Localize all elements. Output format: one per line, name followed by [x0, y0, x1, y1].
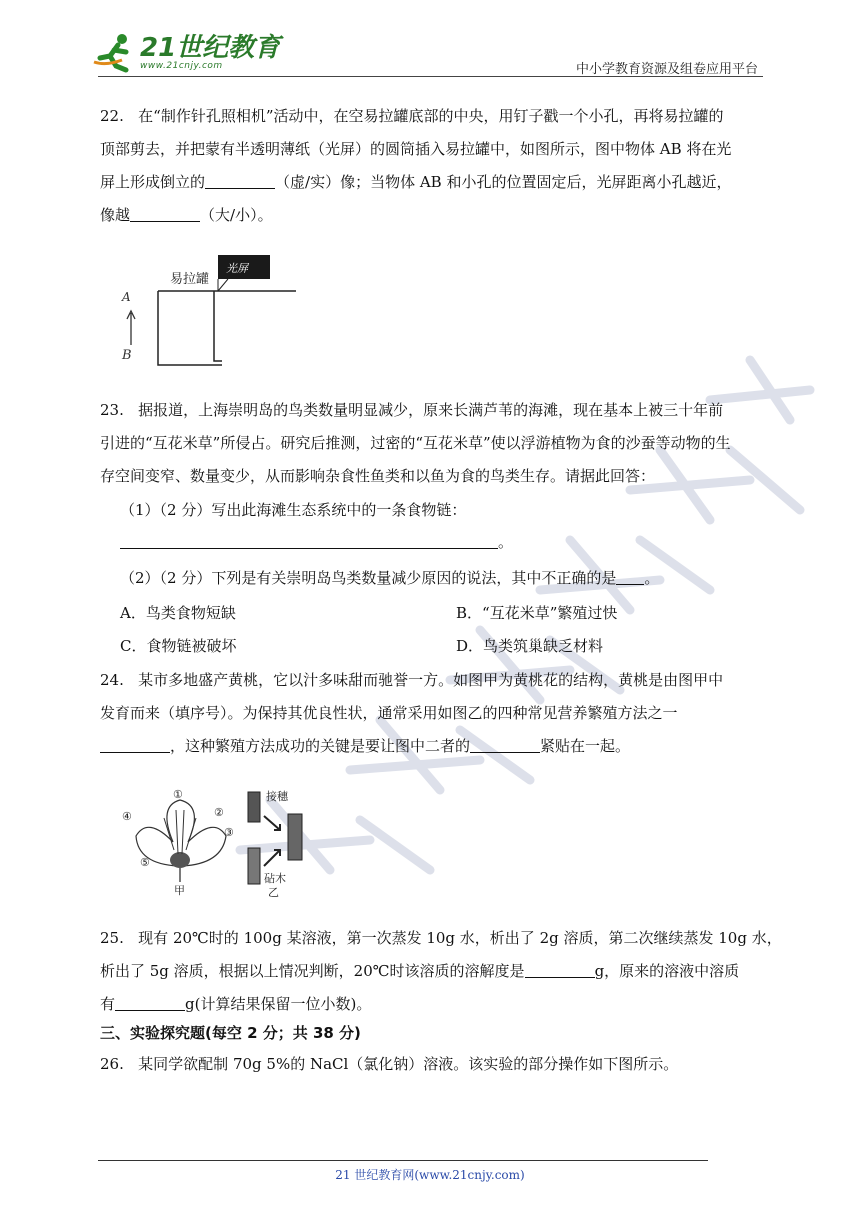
- q23-sub2: [120, 562, 785, 595]
- q22-text-line2: 顶部剪去，并把蒙有半透明薄纸（光屏）的圆筒插入易拉罐中，如图所示，图中物体 AB 将在光: [100, 140, 732, 158]
- q22-number: 22.: [100, 107, 124, 125]
- q24-text-line1: 某市多地盛产黄桃，它以汁多味甜而驰誉一方。如图甲为黄桃花的结构，黄桃是由图甲中: [138, 671, 724, 689]
- grafting-figure: [236, 786, 326, 898]
- q23-sub2-end: 。: [644, 569, 660, 587]
- q22-line1: [100, 100, 765, 133]
- header-platform-text: 中小学教育资源及组卷应用平台: [575, 62, 758, 77]
- q22-blank-1[interactable]: [205, 172, 275, 189]
- q24-blank-1[interactable]: [100, 736, 170, 753]
- fig-label-4: ④: [122, 810, 132, 823]
- q23-number: 23.: [100, 401, 124, 419]
- fig-a-label: A: [122, 290, 131, 304]
- q24-blank-2[interactable]: [470, 736, 540, 753]
- q23-option-d[interactable]: D．鸟类筑巢缺乏材料: [456, 637, 604, 655]
- fig-label-3: ③: [224, 826, 234, 839]
- q26-text-line1: 某同学欲配制 70g 5%的 NaCl（氯化钠）溶液。该实验的部分操作如下图所示。: [138, 1055, 679, 1073]
- q22-text-line3b: （虚/实）像；当物体 AB 和小孔的位置固定后，光屏距离小孔越近，: [275, 173, 732, 191]
- q25-line2: [100, 955, 765, 988]
- q23-blank-2[interactable]: [616, 568, 644, 585]
- q25-line3: [100, 988, 765, 1021]
- q25-text-line3a: 有: [100, 995, 116, 1013]
- fig-stock-label: 砧木: [264, 872, 286, 885]
- q22-text-line4b: （大/小）。: [200, 206, 273, 224]
- footer-divider: [98, 1160, 708, 1161]
- q25-blank-2[interactable]: [115, 994, 185, 1011]
- q26-number: 26.: [100, 1055, 124, 1073]
- q22-text-line3a: 屏上形成倒立的: [100, 173, 206, 191]
- logo-url: www.21cnjy.com: [140, 61, 223, 71]
- footer-text: 21 世纪教育网(www.21cnjy.com): [335, 1168, 525, 1182]
- fig-b-label: B: [122, 348, 132, 363]
- q22-text-line1: 在“制作针孔照相机”活动中，在空易拉罐底部的中央，用钉子戳一个小孔，再将易拉罐的: [138, 107, 724, 125]
- fig-label-1: ①: [173, 788, 183, 801]
- q22-text-line4a: 像越: [100, 206, 131, 224]
- q23-option-a[interactable]: A．鸟类食物短缺: [120, 604, 236, 622]
- q23-sub1-answer: [120, 526, 785, 559]
- q22-blank-2[interactable]: [130, 205, 200, 222]
- q24-line1: [100, 664, 765, 697]
- peach-flower-figure: [118, 786, 248, 898]
- fig-label-jia: 甲: [174, 884, 185, 897]
- q25-number: 25.: [100, 929, 124, 947]
- q23-sub1: （1）（2 分）写出此海滩生态系统中的一条食物链：: [120, 501, 467, 519]
- fig-screen-label: 光屏: [226, 262, 248, 275]
- q25-text-line3b: g(计算结果保留一位小数)。: [185, 995, 372, 1013]
- q24-text-line2: 发育而来（填序号）。为保持其优良性状，通常采用如图乙的四种常见营养繁殖方法之一: [100, 704, 678, 722]
- q23-line1: [100, 394, 765, 427]
- q25-text-line1: 现有 20℃时的 100g 某溶液，第一次蒸发 10g 水，析出了 2g 溶质，第二次继续蒸发 10g 水，: [138, 929, 782, 947]
- q26-line1: [100, 1048, 765, 1081]
- q24-number: 24.: [100, 671, 124, 689]
- fig-scion-label: 接穗: [266, 790, 288, 803]
- q23-text-line3: 存空间变窄、数量变少，从而影响杂食性鱼类和以鱼为食的鸟类生存。请据此回答：: [100, 467, 656, 485]
- q24-text-line3a: ，这种繁殖方法成功的关键是要让图中二者的: [170, 737, 471, 755]
- q23-text-line1: 据报道，上海崇明岛的鸟类数量明显减少，原来长满芦苇的海滩，现在基本上被三十年前: [138, 401, 724, 419]
- q23-sub1-end: 。: [498, 533, 514, 551]
- q24-text-line3b: 紧贴在一起。: [540, 737, 631, 755]
- logo-text: 21世纪教育: [140, 33, 281, 63]
- q23-blank-1[interactable]: [120, 532, 498, 549]
- q23-sub2-text: （2）（2 分）下列是有关崇明岛鸟类数量减少原因的说法，其中不正确的是: [120, 569, 617, 587]
- q25-text-line2b: g，原来的溶液中溶质: [594, 962, 740, 980]
- q25-line1: [100, 922, 782, 955]
- runner-icon: [92, 32, 136, 74]
- fig-label-yi: 乙: [268, 886, 279, 898]
- site-logo: [92, 32, 280, 74]
- q23-option-b[interactable]: B．“互花米草”繁殖过快: [456, 604, 618, 622]
- header-divider: [98, 76, 763, 77]
- q24-line3: [100, 730, 765, 763]
- q25-text-line2a: 析出了 5g 溶质，根据以上情况判断，20℃时该溶质的溶解度是: [100, 962, 525, 980]
- q23-text-line2: 引进的“互花米草”所侵占。研究后推测，过密的“互花米草”使以浮游植物为食的沙蚕等动物的生: [100, 434, 731, 452]
- pinhole-camera-figure: [118, 255, 308, 370]
- fig-can-label: 易拉罐: [170, 272, 210, 287]
- q22-line4: [100, 199, 765, 232]
- section-title: 三、实验探究题(每空 2 分；共 38 分): [100, 1024, 361, 1042]
- fig-label-5: ⑤: [140, 856, 150, 869]
- q25-blank-1[interactable]: [525, 961, 595, 978]
- fig-label-2: ②: [214, 806, 224, 819]
- q23-option-c[interactable]: C．食物链被破坏: [120, 637, 237, 655]
- q22-line3: [100, 166, 765, 199]
